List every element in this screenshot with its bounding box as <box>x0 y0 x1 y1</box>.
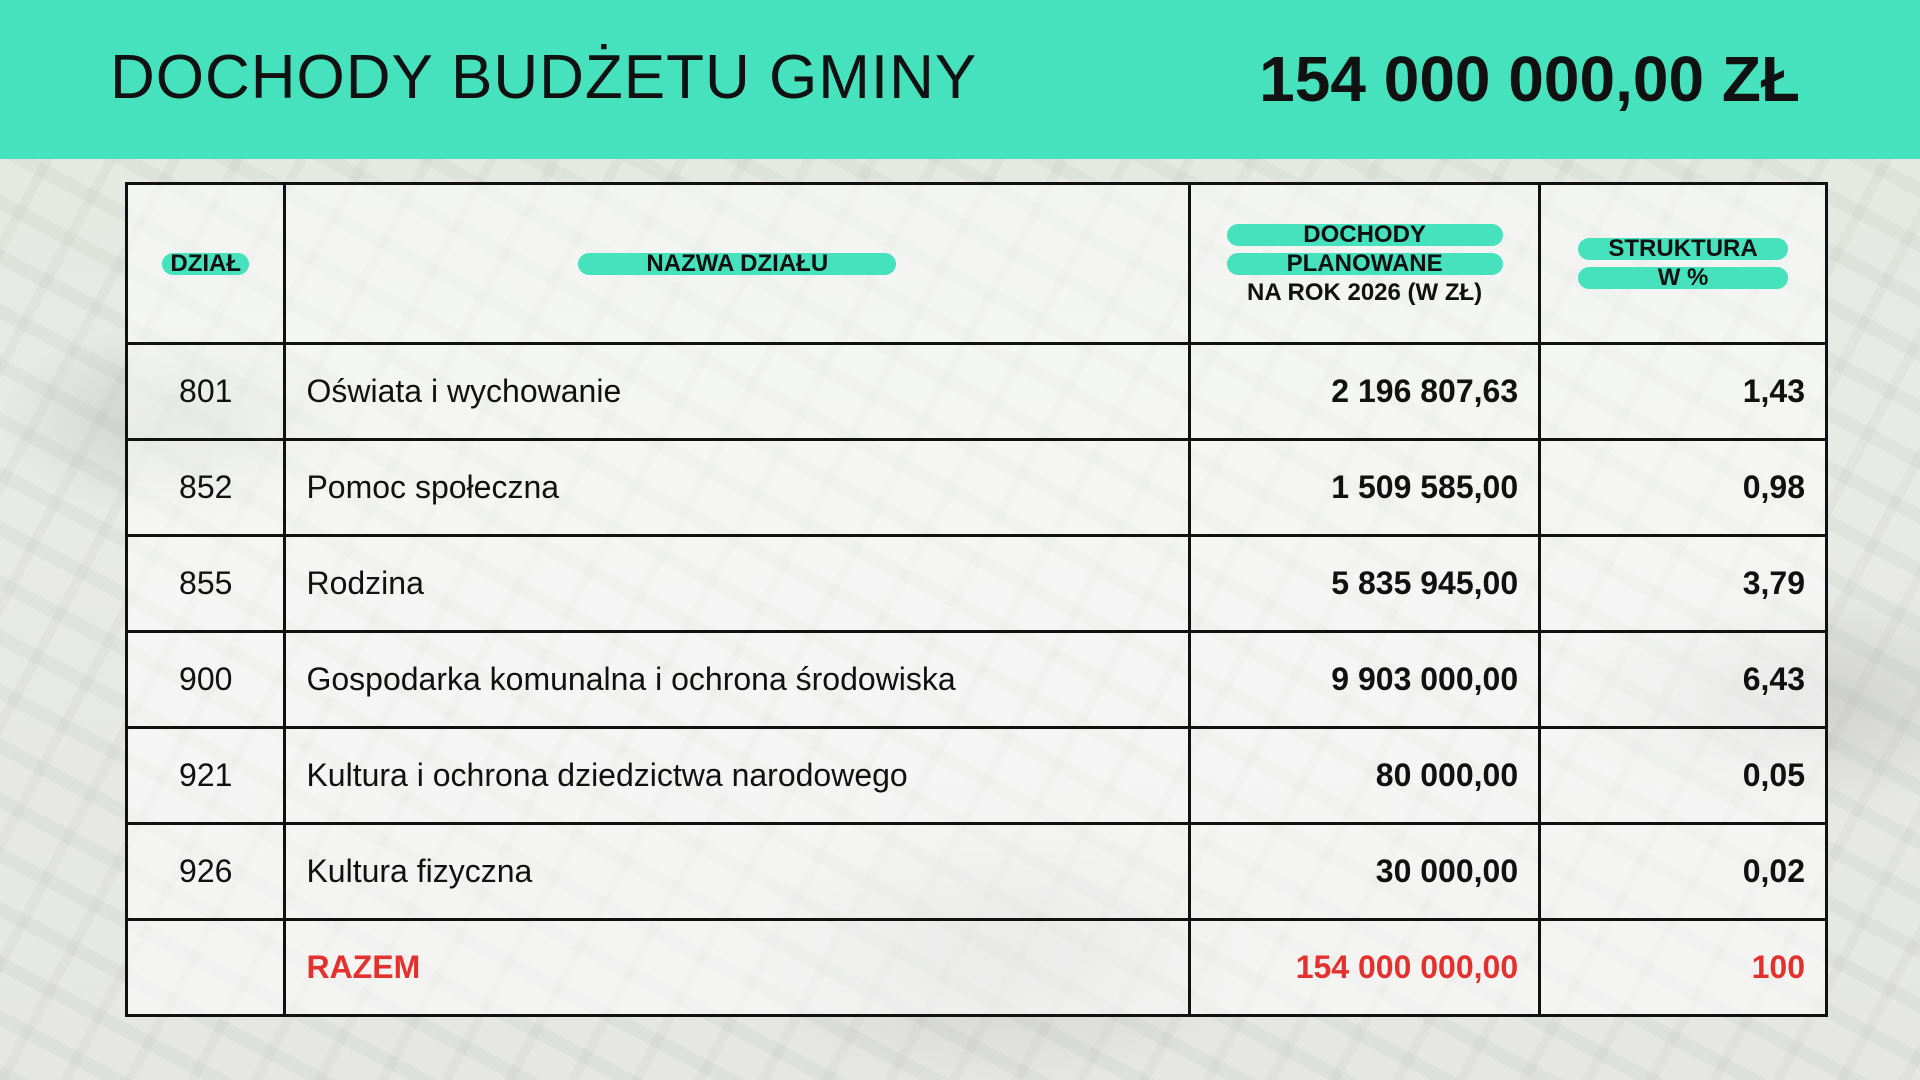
table-row <box>127 824 1827 920</box>
cell-dzial: 926 <box>127 824 285 920</box>
cell-nazwa: Gospodarka komunalna i ochrona środowiska <box>285 632 1190 728</box>
nazwa-header-label: NAZWA DZIAŁU <box>578 253 896 275</box>
cell-nazwa: Kultura i ochrona dziedzictwa narodowego <box>285 728 1190 824</box>
column-header-nazwa <box>285 184 1190 344</box>
cell-dzial-empty <box>127 920 285 1016</box>
cell-struktura: 6,43 <box>1540 632 1827 728</box>
cell-nazwa: Kultura fizyczna <box>285 824 1190 920</box>
cell-nazwa: Oświata i wychowanie <box>285 344 1190 440</box>
struktura-header-line2: W % <box>1578 267 1788 289</box>
cell-nazwa: Rodzina <box>285 536 1190 632</box>
page-title: DOCHODY BUDŻETU GMINY <box>110 43 978 112</box>
cell-struktura: 0,05 <box>1540 728 1827 824</box>
cell-dzial: 852 <box>127 440 285 536</box>
table-row <box>127 536 1827 632</box>
dochody-header-line3: NA ROK 2026 (W ZŁ) <box>1247 278 1483 306</box>
dzial-header-label: DZIAŁ <box>162 253 249 275</box>
total-struktura: 100 <box>1540 920 1827 1016</box>
cell-nazwa: Pomoc społeczna <box>285 440 1190 536</box>
column-header-struktura <box>1540 184 1827 344</box>
column-header-dochody <box>1190 184 1540 344</box>
cell-struktura: 0,98 <box>1540 440 1827 536</box>
cell-dochody: 5 835 945,00 <box>1190 536 1540 632</box>
cell-dochody: 1 509 585,00 <box>1190 440 1540 536</box>
cell-struktura: 0,02 <box>1540 824 1827 920</box>
table-total-row <box>127 920 1827 1016</box>
cell-dzial: 801 <box>127 344 285 440</box>
column-header-dzial <box>127 184 285 344</box>
struktura-header-line1: STRUKTURA <box>1578 238 1788 260</box>
total-budget-amount: 154 000 000,00 ZŁ <box>1259 43 1800 115</box>
total-dochody: 154 000 000,00 <box>1190 920 1540 1016</box>
cell-struktura: 1,43 <box>1540 344 1827 440</box>
dochody-header-line2: PLANOWANE <box>1227 253 1503 275</box>
cell-dzial: 900 <box>127 632 285 728</box>
cell-dochody: 30 000,00 <box>1190 824 1540 920</box>
cell-dochody: 2 196 807,63 <box>1190 344 1540 440</box>
table-row <box>127 344 1827 440</box>
cell-dochody: 9 903 000,00 <box>1190 632 1540 728</box>
cell-dzial: 921 <box>127 728 285 824</box>
dochody-header-line1: DOCHODY <box>1227 224 1503 246</box>
table-header-row <box>127 184 1827 344</box>
total-label: RAZEM <box>285 920 1190 1016</box>
header-bar <box>0 0 1920 159</box>
cell-dochody: 80 000,00 <box>1190 728 1540 824</box>
table-row <box>127 440 1827 536</box>
cell-dzial: 855 <box>127 536 285 632</box>
table-row <box>127 632 1827 728</box>
cell-struktura: 3,79 <box>1540 536 1827 632</box>
table-row <box>127 728 1827 824</box>
budget-income-table <box>125 182 1828 1017</box>
